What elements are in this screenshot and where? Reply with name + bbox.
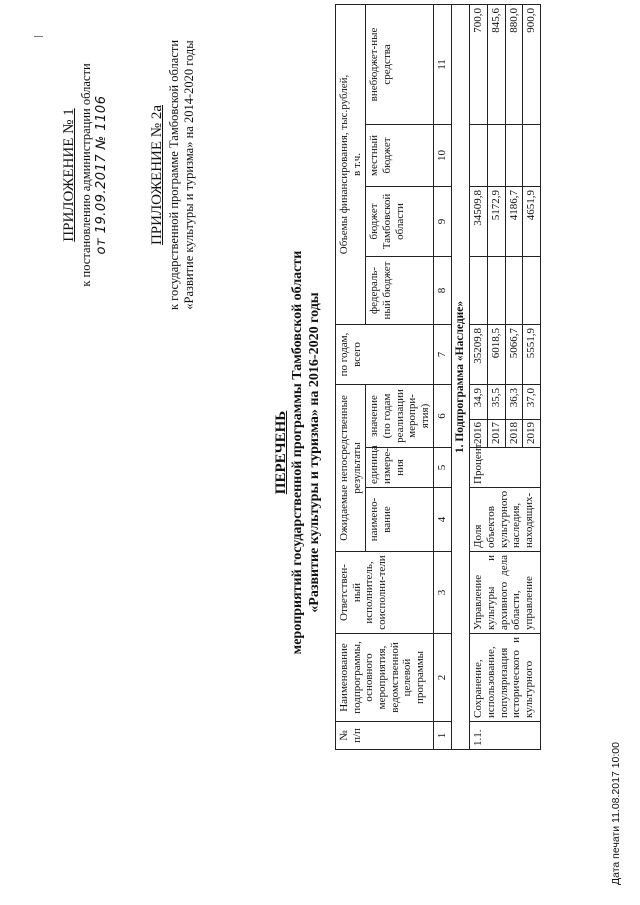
col-number: 7	[434, 324, 452, 384]
section-row	[452, 4, 470, 749]
header-num: № п/п	[336, 722, 434, 750]
local-cell	[470, 124, 488, 186]
scan-mark	[34, 36, 43, 37]
local-cell	[505, 124, 523, 186]
year-cell: 2017	[487, 420, 505, 448]
header-executor: Ответствен-ный исполнитель, соисполни-тели	[336, 552, 434, 634]
appendix-1-line: к постановлению администрации области	[78, 63, 93, 287]
appendix-2-line-2: «Развитие культуры и туризма» на 2014-2020 годы	[182, 40, 197, 310]
value-cell: 34,9	[470, 384, 488, 419]
extra-cell: 880,0	[505, 4, 523, 124]
regional-cell: 4651,9	[523, 186, 541, 256]
year-cell: 2016	[470, 420, 488, 448]
year-cell: 2018	[505, 420, 523, 448]
value-cell: 36,3	[505, 384, 523, 419]
activities-table	[335, 4, 541, 750]
col-number: 1	[434, 722, 452, 750]
header-row-1	[336, 4, 366, 749]
header-result-name: наимено-вание	[366, 488, 434, 552]
federal-cell	[487, 256, 505, 324]
year-cell: 2019	[523, 420, 541, 448]
federal-cell	[523, 256, 541, 324]
col-number: 11	[434, 4, 452, 124]
appendix-1-heading: ПРИЛОЖЕНИЕ № 1	[61, 108, 77, 242]
header-expected: Ожидаемые непосредственные результаты	[336, 384, 366, 551]
regional-cell: 34509,8	[470, 186, 488, 256]
col-number: 4	[434, 488, 452, 552]
header-name: Наименование подпрограммы, основного мероприятия, ведомственной целевой программы	[336, 634, 434, 722]
header-incl: в т.ч.	[350, 153, 363, 176]
print-date: Дата печати 11.08.2017 10:00	[610, 742, 622, 885]
title-line-2: «Развитие культуры и туризма» на 2016-2020 годы	[306, 292, 322, 613]
total-cell: 5551,9	[523, 324, 541, 384]
header-value: значение (по годам реализации меропри-ятия)	[366, 384, 434, 447]
col-number: 5	[434, 448, 452, 488]
appendix-2-line-1: к государственной программе Тамбовской области	[166, 39, 181, 311]
handwritten-date-number: от 19.09.2017 № 1106	[94, 95, 110, 255]
col-number: 9	[434, 186, 452, 256]
col-number: 3	[434, 552, 452, 634]
column-number-row	[434, 4, 452, 749]
header-local: местный бюджет	[366, 124, 434, 186]
header-funding-label: Объемы финансирования, тыс.рублей,	[338, 74, 350, 255]
row-unit: Процент	[470, 448, 541, 488]
row-executor: Управление культуры и архивного дела области, управление	[470, 552, 541, 634]
col-number: 10	[434, 124, 452, 186]
header-by-years: по годам, всего	[336, 324, 434, 384]
regional-cell: 5172,9	[487, 186, 505, 256]
federal-cell	[470, 256, 488, 324]
value-cell: 35,5	[487, 384, 505, 419]
total-cell: 5066,7	[505, 324, 523, 384]
appendix-2-block	[148, 5, 198, 345]
col-number: 2	[434, 634, 452, 722]
row-num: 1.1.	[470, 722, 541, 750]
header-extra: внебюджет-ные средства	[366, 4, 434, 124]
extra-cell: 700,0	[470, 4, 488, 124]
col-number: 8	[434, 256, 452, 324]
header-federal: федераль-ный бюджет	[366, 256, 434, 324]
value-cell: 37,0	[523, 384, 541, 419]
title-line-1: мероприятий государственной программы Тамбовской области	[290, 250, 305, 655]
local-cell	[487, 124, 505, 186]
table-row	[470, 4, 488, 749]
col-number: 6	[434, 384, 452, 447]
federal-cell	[505, 256, 523, 324]
header-regional: бюджет Тамбовской области	[366, 186, 434, 256]
header-funding	[336, 4, 366, 324]
total-cell: 35209,8	[470, 324, 488, 384]
row-name: Сохранение, использование, популяризация исторического и культурного	[470, 634, 541, 722]
regional-cell: 4186,7	[505, 186, 523, 256]
document-title	[272, 0, 324, 905]
appendix-2-heading: ПРИЛОЖЕНИЕ № 2а	[149, 104, 165, 246]
local-cell	[523, 124, 541, 186]
section-title: 1. Подпрограмма «Наследие»	[452, 4, 470, 749]
extra-cell: 845,6	[487, 4, 505, 124]
header-unit: единица измере-ния	[366, 448, 434, 488]
total-cell: 6018,5	[487, 324, 505, 384]
title-main: ПЕРЕЧЕНЬ	[273, 410, 289, 495]
appendix-1-block	[60, 5, 111, 345]
row-result-name: Доля объектов культурного наследия, находящих-	[470, 488, 541, 552]
extra-cell: 900,0	[523, 4, 541, 124]
